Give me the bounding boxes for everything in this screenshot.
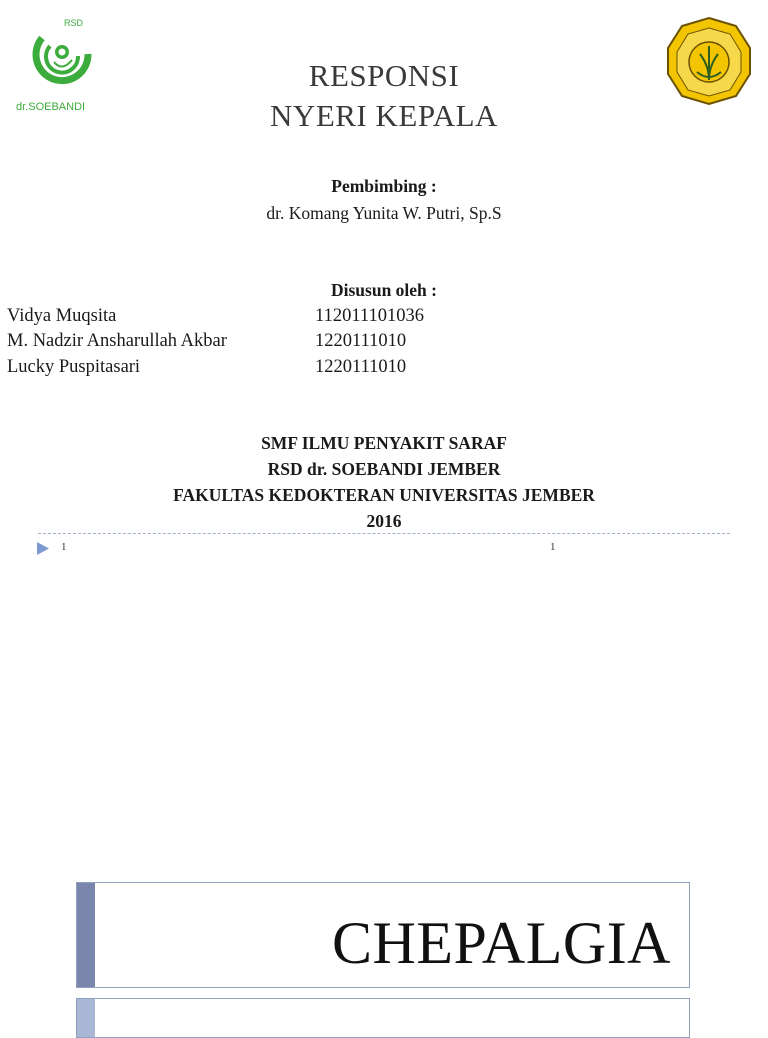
author-name: Lucky Puspitasari: [7, 357, 141, 377]
author-name: Vidya Muqsita: [7, 306, 117, 326]
disusun-label: Disusun oleh :: [330, 280, 437, 300]
slide-number-left: 1: [61, 541, 67, 553]
triangle-bullet-icon: [37, 542, 49, 555]
author-id: 1220111010: [315, 331, 407, 351]
pembimbing-label: Pembimbing :: [331, 176, 437, 196]
author-name: M. Nadzir Ansharullah Akbar: [7, 331, 227, 351]
institution-line: SMF ILMU PENYAKIT SARAF: [261, 433, 507, 453]
author-id: 1220111010: [315, 357, 407, 377]
institution-line: RSD dr. SOEBANDI JEMBER: [267, 459, 501, 479]
title-accent-bar: [77, 883, 95, 987]
institution-line: FAKULTAS KEDOKTERAN UNIVERSITAS JEMBER: [173, 485, 595, 505]
footer-divider: [38, 533, 730, 534]
slide-2-title-box: [76, 882, 690, 988]
pembimbing-name: dr. Komang Yunita W. Putri, Sp.S: [266, 203, 502, 223]
slide-title-line-2: NYERI KEPALA: [270, 98, 498, 133]
slide-2-content-box: [76, 998, 690, 1038]
svg-text:dr.SOEBANDI: dr.SOEBANDI: [16, 101, 86, 113]
slide-number-right: 1: [550, 541, 556, 553]
svg-text:RSD: RSD: [64, 18, 84, 28]
content-accent-bar: [77, 999, 95, 1037]
slide-2-title: CHEPALGIA: [332, 910, 671, 976]
institution-year: 2016: [366, 511, 402, 531]
author-id: 112011101036: [315, 306, 424, 326]
slide-title-line-1: RESPONSI: [308, 58, 460, 93]
